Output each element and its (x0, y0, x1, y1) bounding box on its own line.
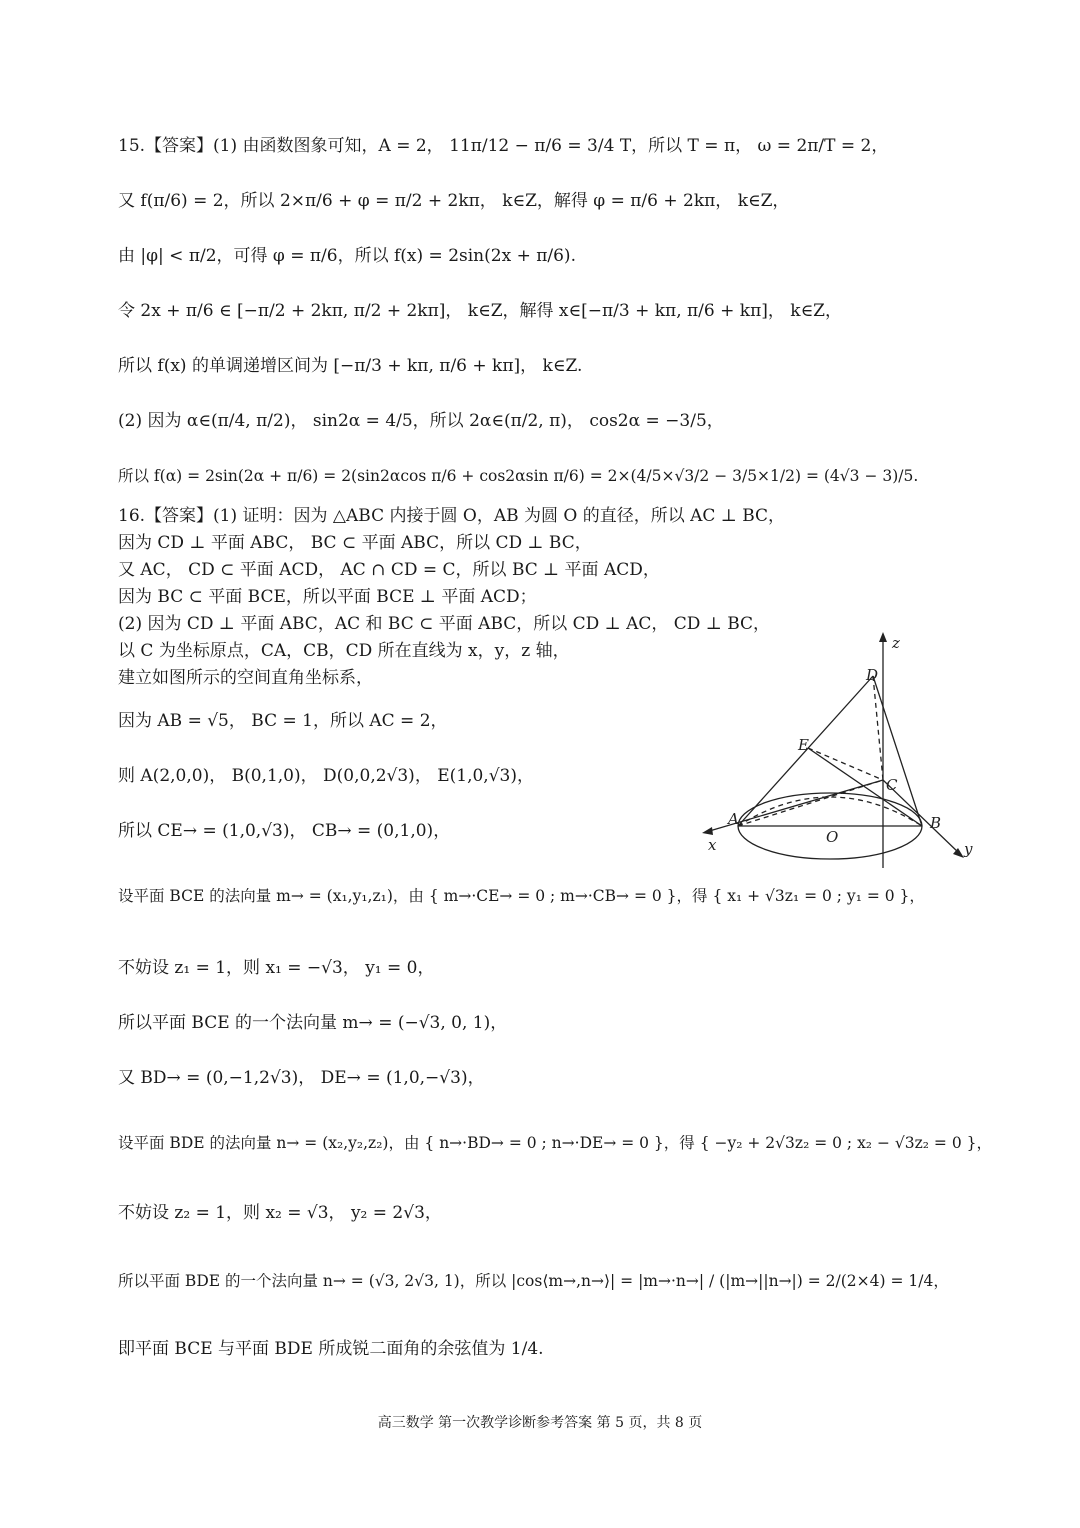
label-z: z (892, 634, 900, 652)
line-22: 不妨设 z₂ = 1，则 x₂ = √3， y₂ = 2√3， (118, 1203, 442, 1223)
x-arrow (702, 827, 713, 835)
line-19: 所以平面 BCE 的一个法向量 m→ = (−√3, 0, 1)， (118, 1013, 508, 1033)
line-10: 因为 BC ⊂ 平面 BCE，所以平面 BCE ⊥ 平面 ACD； (118, 587, 537, 607)
line-23: 所以平面 BDE 的一个法向量 n→ = (√3, 2√3, 1)，所以 |cos⟨m→,n→⟩| = |m→·n→| / (|m→||n→|) = 2/(2×4) = 1/4， (118, 1272, 949, 1290)
label-y: y (964, 840, 973, 858)
label-O: O (826, 828, 839, 846)
segment-AC (738, 780, 883, 826)
line-16: 所以 CE→ = (1,0,√3)， CB→ = (0,1,0)， (118, 821, 451, 841)
label-A: A (728, 810, 739, 828)
line-12: 以 C 为坐标原点，CA，CB，CD 所在直线为 x，y，z 轴， (118, 641, 570, 661)
line-0: 15.【答案】(1) 由函数图象可知，A = 2， 11π/12 − π/6 = 3/4 T，所以 T = π， ω = 2π/T = 2， (118, 136, 889, 156)
segment-EC (808, 748, 883, 780)
line-8: 因为 CD ⊥ 平面 ABC， BC ⊂ 平面 ABC，所以 CD ⊥ BC， (118, 533, 592, 553)
line-3: 令 2x + π/6 ∈ [−π/2 + 2kπ, π/2 + 2kπ]， k∈Z，解得 x∈[−π/3 + kπ, π/6 + kπ]， k∈Z， (118, 301, 842, 321)
label-C: C (886, 776, 898, 794)
z-arrow (879, 632, 887, 642)
line-13: 建立如图所示的空间直角坐标系， (118, 668, 373, 688)
segment-EB (808, 748, 922, 826)
coordinate-figure (690, 628, 990, 868)
label-B: B (930, 814, 942, 832)
line-20: 又 BD→ = (0,−1,2√3)， DE→ = (1,0,−√3)， (118, 1068, 485, 1088)
line-7: 16.【答案】(1) 证明：因为 △ABC 内接于圆 O，AB 为圆 O 的直径，所以 AC ⊥ BC， (118, 506, 786, 526)
line-6: 所以 f(α) = 2sin(2α + π/6) = 2(sin2αcos π/6 + cos2αsin π/6) = 2×(4/5×√3/2 − 3/5×1/2) = (4√3 − 3)/5. (118, 467, 919, 485)
line-17: 设平面 BCE 的法向量 m→ = (x₁,y₁,z₁)，由 { m→·CE→ = 0 ; m→·CB→ = 0 }，得 { x₁ + √3z₁ = 0 ; y₁ = 0 }， (118, 887, 925, 905)
page-footer: 高三数学 第一次教学诊断参考答案 第 5 页，共 8 页 (377, 1415, 703, 1431)
line-15: 则 A(2,0,0)， B(0,1,0)， D(0,0,2√3)， E(1,0,√3)， (118, 766, 534, 786)
line-21: 设平面 BDE 的法向量 n→ = (x₂,y₂,z₂)，由 { n→·BD→ = 0 ; n→·DE→ = 0 }，得 { −y₂ + 2√3z₂ = 0 ; x₂ − √3z₂ = 0 }， (118, 1134, 992, 1152)
line-2: 由 |φ| < π/2，可得 φ = π/6，所以 f(x) = 2sin(2x + π/6). (118, 246, 576, 266)
line-1: 又 f(π/6) = 2，所以 2×π/6 + φ = π/2 + 2kπ， k∈Z，解得 φ = π/6 + 2kπ， k∈Z， (118, 191, 790, 211)
label-x: x (708, 836, 717, 854)
line-24: 即平面 BCE 与平面 BDE 所成锐二面角的余弦值为 1/4. (118, 1339, 544, 1359)
line-11: (2) 因为 CD ⊥ 平面 ABC，AC 和 BC ⊂ 平面 ABC，所以 CD ⊥ AC， CD ⊥ BC， (118, 614, 771, 634)
label-D: D (866, 666, 879, 684)
line-5: (2) 因为 α∈(π/4, π/2)， sin2α = 4/5，所以 2α∈(π/2, π)， cos2α = −3/5， (118, 411, 724, 431)
line-4: 所以 f(x) 的单调递增区间为 [−π/3 + kπ, π/6 + kπ]， k∈Z. (118, 356, 583, 376)
line-18: 不妨设 z₁ = 1，则 x₁ = −√3， y₁ = 0， (118, 958, 435, 978)
label-E: E (798, 736, 809, 754)
line-14: 因为 AB = √5， BC = 1，所以 AC = 2， (118, 711, 448, 731)
line-9: 又 AC， CD ⊂ 平面 ACD， AC ∩ CD = C，所以 BC ⊥ 平面 ACD， (118, 560, 660, 580)
circle-back-dashed (738, 797, 922, 826)
